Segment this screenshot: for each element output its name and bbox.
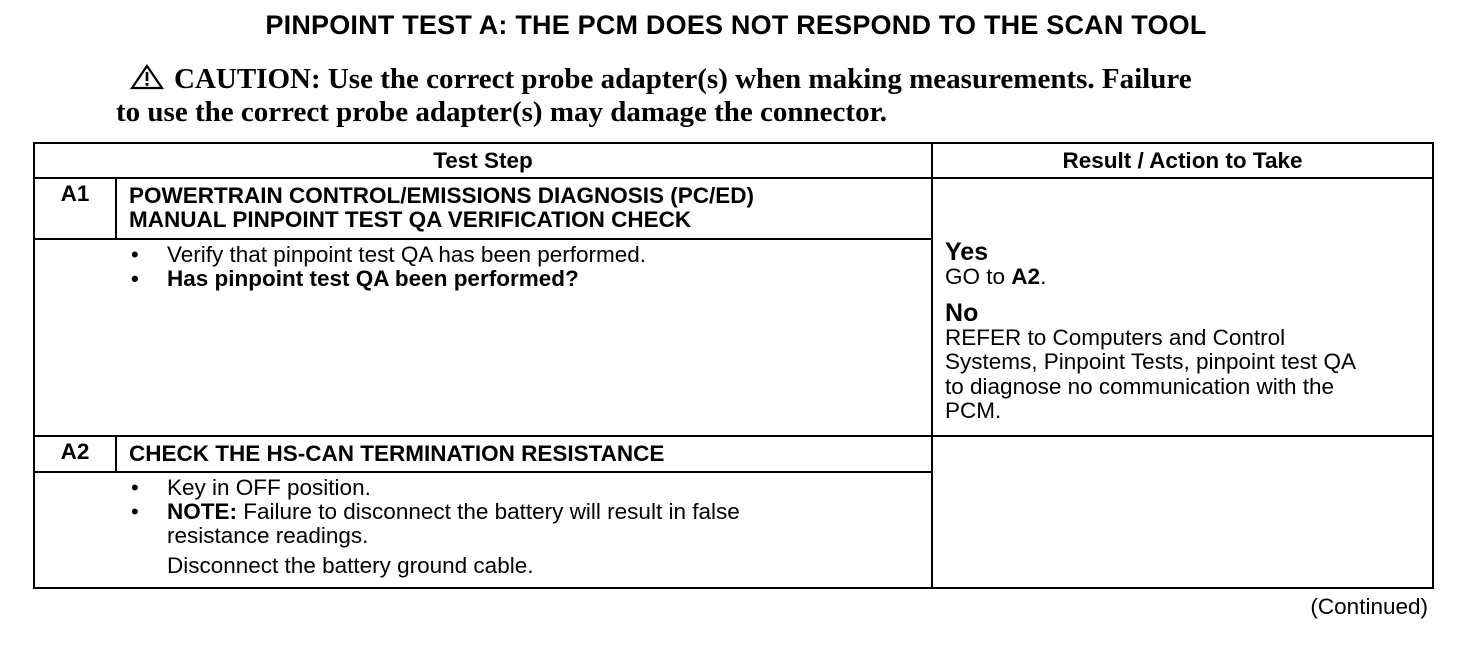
- caution-notice: [116, 64, 1376, 128]
- result-no-line: PCM.: [945, 398, 1002, 423]
- result-yes-action: [945, 265, 1422, 290]
- result-no-label: No: [945, 298, 979, 327]
- step-id: A1: [34, 178, 116, 239]
- list-item: • Verify that pinpoint test QA has been performed.: [131, 243, 919, 267]
- list-item-question: • Has pinpoint test QA been performed?: [131, 267, 919, 291]
- step-heading-line: MANUAL PINPOINT TEST QA VERIFICATION CHECK: [129, 207, 692, 232]
- result-yes-label: Yes: [945, 238, 989, 266]
- step-heading: CHECK THE HS-CAN TERMINATION RESISTANCE: [116, 436, 932, 472]
- caution-line-1: CAUTION: Use the correct probe adapter(s) when making measurements. Failure: [174, 63, 1192, 95]
- step-result-cell-empty: [932, 436, 1433, 588]
- note-text: Failure to disconnect the battery will result in false: [237, 499, 740, 524]
- step-id: A2: [34, 436, 116, 472]
- step-body: [34, 239, 932, 436]
- pinpoint-test-table: [33, 142, 1434, 589]
- result-no-line: Systems, Pinpoint Tests, pinpoint test QA: [945, 349, 1357, 374]
- table-header-row: [34, 143, 1433, 178]
- list-item: • Key in OFF position.: [131, 476, 919, 500]
- step-heading: [116, 178, 932, 239]
- step-result-cell: [932, 178, 1433, 436]
- result-no-action: [945, 326, 1422, 424]
- result-yes-prefix: GO to: [945, 264, 1012, 289]
- step-heading-row: [34, 178, 1433, 239]
- page-title: PINPOINT TEST A: THE PCM DOES NOT RESPOND TO THE SCAN TOOL: [265, 10, 1207, 40]
- list-item-note: [131, 500, 919, 548]
- result-yes-suffix: .: [1040, 264, 1047, 289]
- step-heading-row: [34, 436, 1433, 472]
- result-yes-target: A2: [1011, 264, 1041, 289]
- step-instruction: Disconnect the battery ground cable.: [167, 553, 534, 578]
- step-body: [34, 472, 932, 588]
- result-no-line: to diagnose no communication with the: [945, 373, 1334, 399]
- note-text-cont: resistance readings.: [167, 523, 369, 548]
- note-label: NOTE:: [167, 499, 237, 524]
- continued-label: (Continued): [1310, 594, 1428, 619]
- step-heading-line: POWERTRAIN CONTROL/EMISSIONS DIAGNOSIS (PC/ED): [129, 183, 755, 208]
- header-test-step: Test Step: [34, 143, 932, 178]
- warning-triangle-icon: [130, 64, 164, 97]
- caution-line-2: to use the correct probe adapter(s) may damage the connector.: [116, 96, 888, 128]
- result-no-line: REFER to Computers and Control: [945, 324, 1286, 350]
- header-result-action: Result / Action to Take: [932, 143, 1433, 178]
